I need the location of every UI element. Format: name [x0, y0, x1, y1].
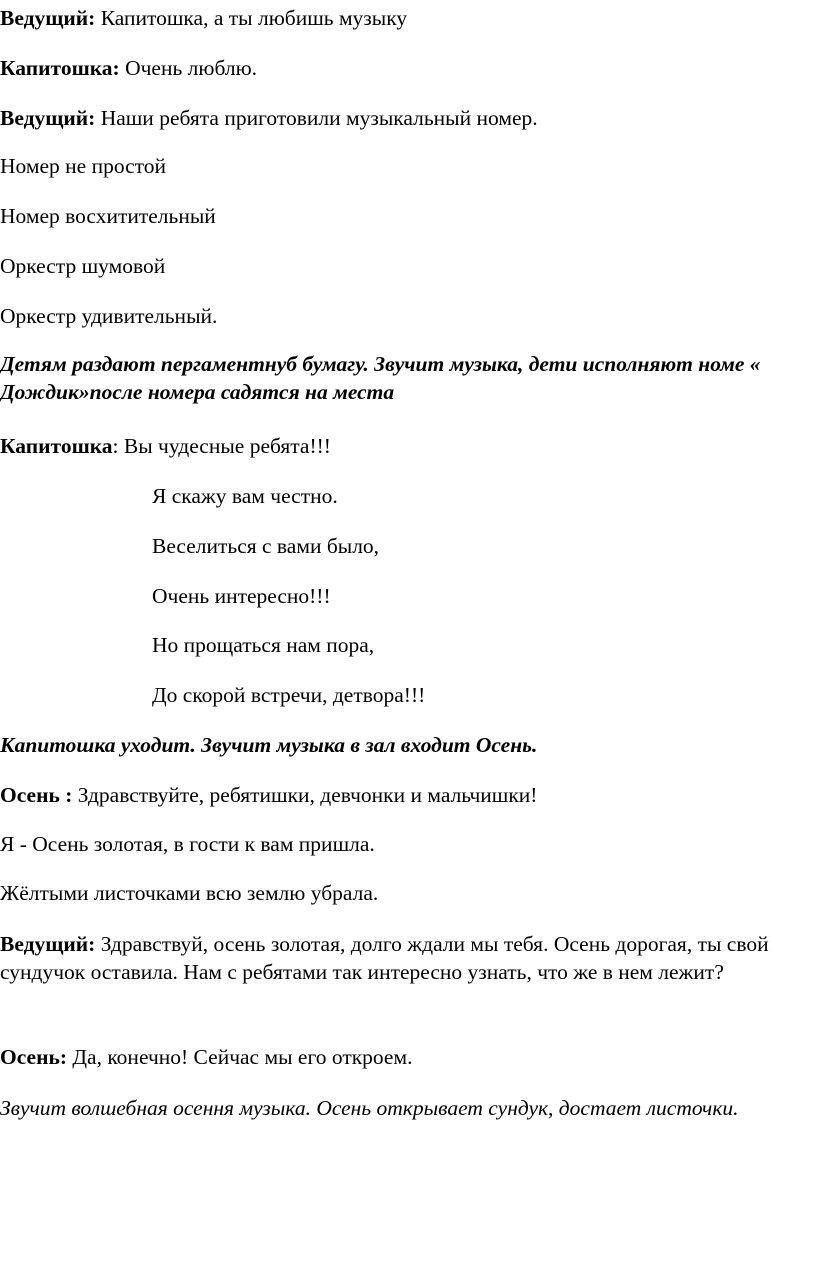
poem-line: Веселиться с вами было,	[152, 534, 380, 558]
dialogue-text: Наши ребята приготовили музыкальный номер.	[95, 106, 538, 130]
verse-line: Я - Осень золотая, в гости к вам пришла.	[0, 832, 375, 856]
speaker-label: Ведущий:	[0, 932, 96, 956]
speaker-label: Осень:	[0, 1045, 67, 1069]
paragraph-autumn-2	[0, 1043, 412, 1071]
paragraph-presenter-3	[0, 930, 800, 986]
speaker-label: Ведущий:	[0, 106, 96, 130]
speaker-label: Ведущий:	[0, 6, 96, 30]
speaker-label: Осень :	[0, 783, 73, 807]
verse-line: Номер восхитительный	[0, 204, 216, 228]
speaker-label: Капитошка	[0, 434, 113, 458]
poem-line: Но прощаться нам пора,	[152, 633, 375, 657]
verse-line: Оркестр удивительный.	[0, 304, 218, 328]
dialogue-text: Да, конечно! Сейчас мы его откроем.	[67, 1045, 413, 1069]
verse-line: Жёлтыми листочками всю землю убрала.	[0, 881, 379, 905]
stage-direction: Звучит волшебная осення музыка. Осень открывает сундук, достает листочки.	[0, 1096, 739, 1120]
speaker-label: Капитошка:	[0, 56, 120, 80]
dialogue-text: Капитошка, а ты любишь музыку	[95, 6, 408, 30]
paragraph-presenter-1	[0, 4, 407, 32]
stage-direction: Капитошка уходит. Звучит музыка в зал входит Осень.	[0, 733, 538, 757]
paragraph-autumn-1	[0, 781, 537, 809]
dialogue-text: : Вы чудесные ребята!!!	[112, 434, 331, 458]
verse-line: Номер не простой	[0, 154, 167, 178]
poem-line: Я скажу вам честно.	[152, 484, 338, 508]
dialogue-text: Здравствуй, осень золотая, долго ждали мы тебя. Осень дорогая, ты свой сундучок оставила. Нам с ребятами так интересно узнать, что же в нем лежит?	[0, 932, 769, 984]
verse-line: Оркестр шумовой	[0, 254, 166, 278]
paragraph-kapitoshka-1	[0, 54, 257, 82]
paragraph-kapitoshka-2	[0, 432, 331, 460]
paragraph-presenter-2	[0, 104, 538, 132]
dialogue-text: Очень люблю.	[119, 56, 258, 80]
dialogue-text: Здравствуйте, ребятишки, девчонки и мальчишки!	[72, 783, 538, 807]
poem-line: Очень интересно!!!	[152, 584, 331, 608]
poem-line: До скорой встречи, детвора!!!	[152, 683, 426, 707]
stage-direction: Детям раздают пергаментнуб бумагу. Звучит музыка, дети исполняют номе « Дождик»после номера садятся на места	[0, 352, 761, 404]
